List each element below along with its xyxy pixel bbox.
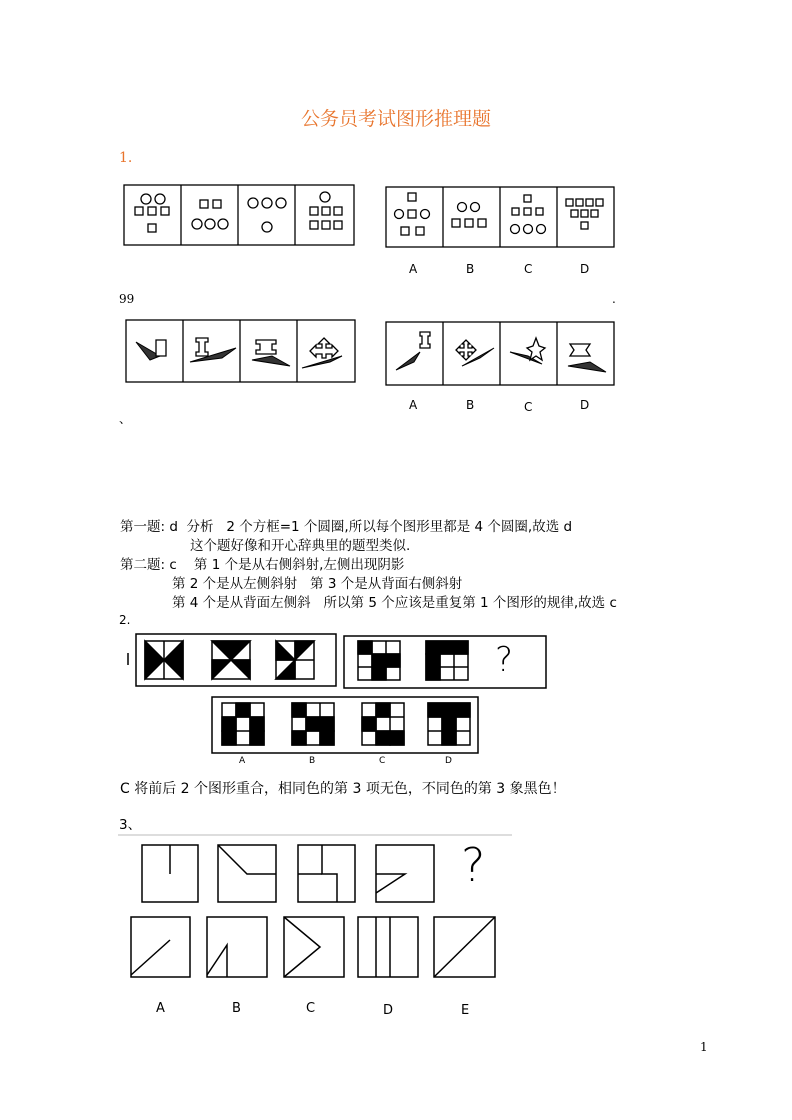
- q2-question-mark: ?: [495, 640, 514, 680]
- question-2-number: 2.: [119, 613, 131, 627]
- explain-line-4: 第 2 个是从左侧斜射 第 3 个是从背面右侧斜射: [172, 576, 463, 592]
- q1a-option-d: D: [580, 262, 590, 276]
- q1a-option-b: B: [466, 262, 475, 276]
- page-title: 公务员考试图形推理题: [300, 108, 491, 130]
- question-3-number: 3、: [119, 817, 142, 833]
- q3-option-e: E: [461, 1003, 470, 1018]
- q3-option-a: A: [156, 1001, 165, 1016]
- q3-question-mark: ?: [461, 838, 486, 892]
- q2-option-d: D: [445, 756, 452, 766]
- explain-line-2: 这个题好像和开心辞典里的题型类似.: [190, 538, 411, 554]
- dot-mark: .: [612, 292, 616, 306]
- tick-mark: 、: [119, 412, 132, 426]
- q3-option-d: D: [383, 1003, 394, 1018]
- page-number: 1: [700, 1040, 708, 1054]
- q2-option-b: B: [309, 756, 316, 766]
- q1a-option-c: C: [524, 262, 533, 276]
- q1a-option-a: A: [409, 262, 418, 276]
- explain-line-1: 第一题: d 分析 2 个方框=1 个圆圈,所以每个图形里都是 4 个圆圈,故选 d: [120, 519, 573, 535]
- q2-answer: C 将前后 2 个图形重合，相同色的第 3 项无色，不同色的第 3 象黑色！: [120, 781, 566, 797]
- q1b-option-b: B: [466, 398, 475, 412]
- q1b-option-d: D: [580, 398, 590, 412]
- explain-line-3: 第二题: c 第 1 个是从右侧斜射,左侧出现阴影: [120, 557, 405, 573]
- q2-option-a: A: [239, 756, 246, 766]
- explain-line-5: 第 4 个是从背面左侧斜 所以第 5 个应该是重复第 1 个图形的规律,故选 c: [172, 595, 617, 611]
- q2-option-c: C: [379, 756, 386, 766]
- question-1-number: 1.: [119, 150, 133, 166]
- q1b-option-c: C: [524, 400, 533, 414]
- q3-option-c: C: [306, 1001, 316, 1016]
- stray-mark: 99: [119, 292, 135, 306]
- q3-option-b: B: [232, 1001, 241, 1016]
- q1b-option-a: A: [409, 398, 418, 412]
